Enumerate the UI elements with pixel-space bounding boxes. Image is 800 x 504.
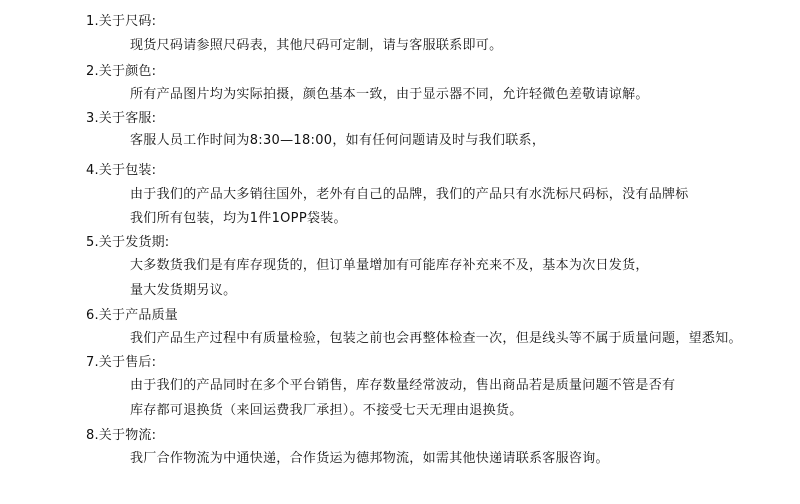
section-2-line-1: 所有产品图片均为实际拍摄，颜色基本一致，由于显示器不同，允许轻微色差敬请谅解。 [130, 87, 649, 102]
section-1-line-1: 现货尺码请参照尺码表，其他尺码可定制，请与客服联系即可。 [130, 38, 503, 53]
section-4-heading: 4.关于包装: [86, 163, 157, 178]
section-8-line-1: 我厂合作物流为中通快递，合作货运为德邦物流，如需其他快递请联系客服咨询。 [130, 451, 609, 466]
section-7-line-1: 由于我们的产品同时在多个平台销售，库存数量经常波动，售出商品若是质量问题不管是否有 [130, 378, 676, 393]
section-3-line-1: 客服人员工作时间为8:30—18:00，如有任何问题请及时与我们联系， [130, 133, 546, 148]
section-4-line-1: 由于我们的产品大多销往国外，老外有自己的品牌，我们的产品只有水洗标尺码标，没有品牌标 [130, 187, 689, 202]
section-6-line-1: 我们产品生产过程中有质量检验，包装之前也会再整体检查一次，但是线头等不属于质量问题，望悉知。 [130, 331, 742, 346]
section-8-heading: 8.关于物流: [86, 428, 157, 443]
section-6-heading: 6.关于产品质量 [86, 308, 179, 323]
section-2-heading: 2.关于颜色: [86, 64, 157, 79]
section-4-line-2: 我们所有包装，均为1件1OPP袋装。 [130, 211, 347, 226]
section-7-heading: 7.关于售后: [86, 355, 157, 370]
section-3-heading: 3.关于客服: [86, 111, 157, 126]
section-5-heading: 5.关于发货期: [86, 235, 170, 250]
section-5-line-1: 大多数货我们是有库存现货的，但订单量增加有可能库存补充来不及，基本为次日发货， [130, 258, 649, 273]
section-5-line-2: 量大发货期另议。 [130, 283, 237, 298]
section-7-line-2: 库存都可退换货（来回运费我厂承担）。不接受七天无理由退换货。 [130, 403, 523, 418]
section-1-heading: 1.关于尺码: [86, 14, 157, 29]
